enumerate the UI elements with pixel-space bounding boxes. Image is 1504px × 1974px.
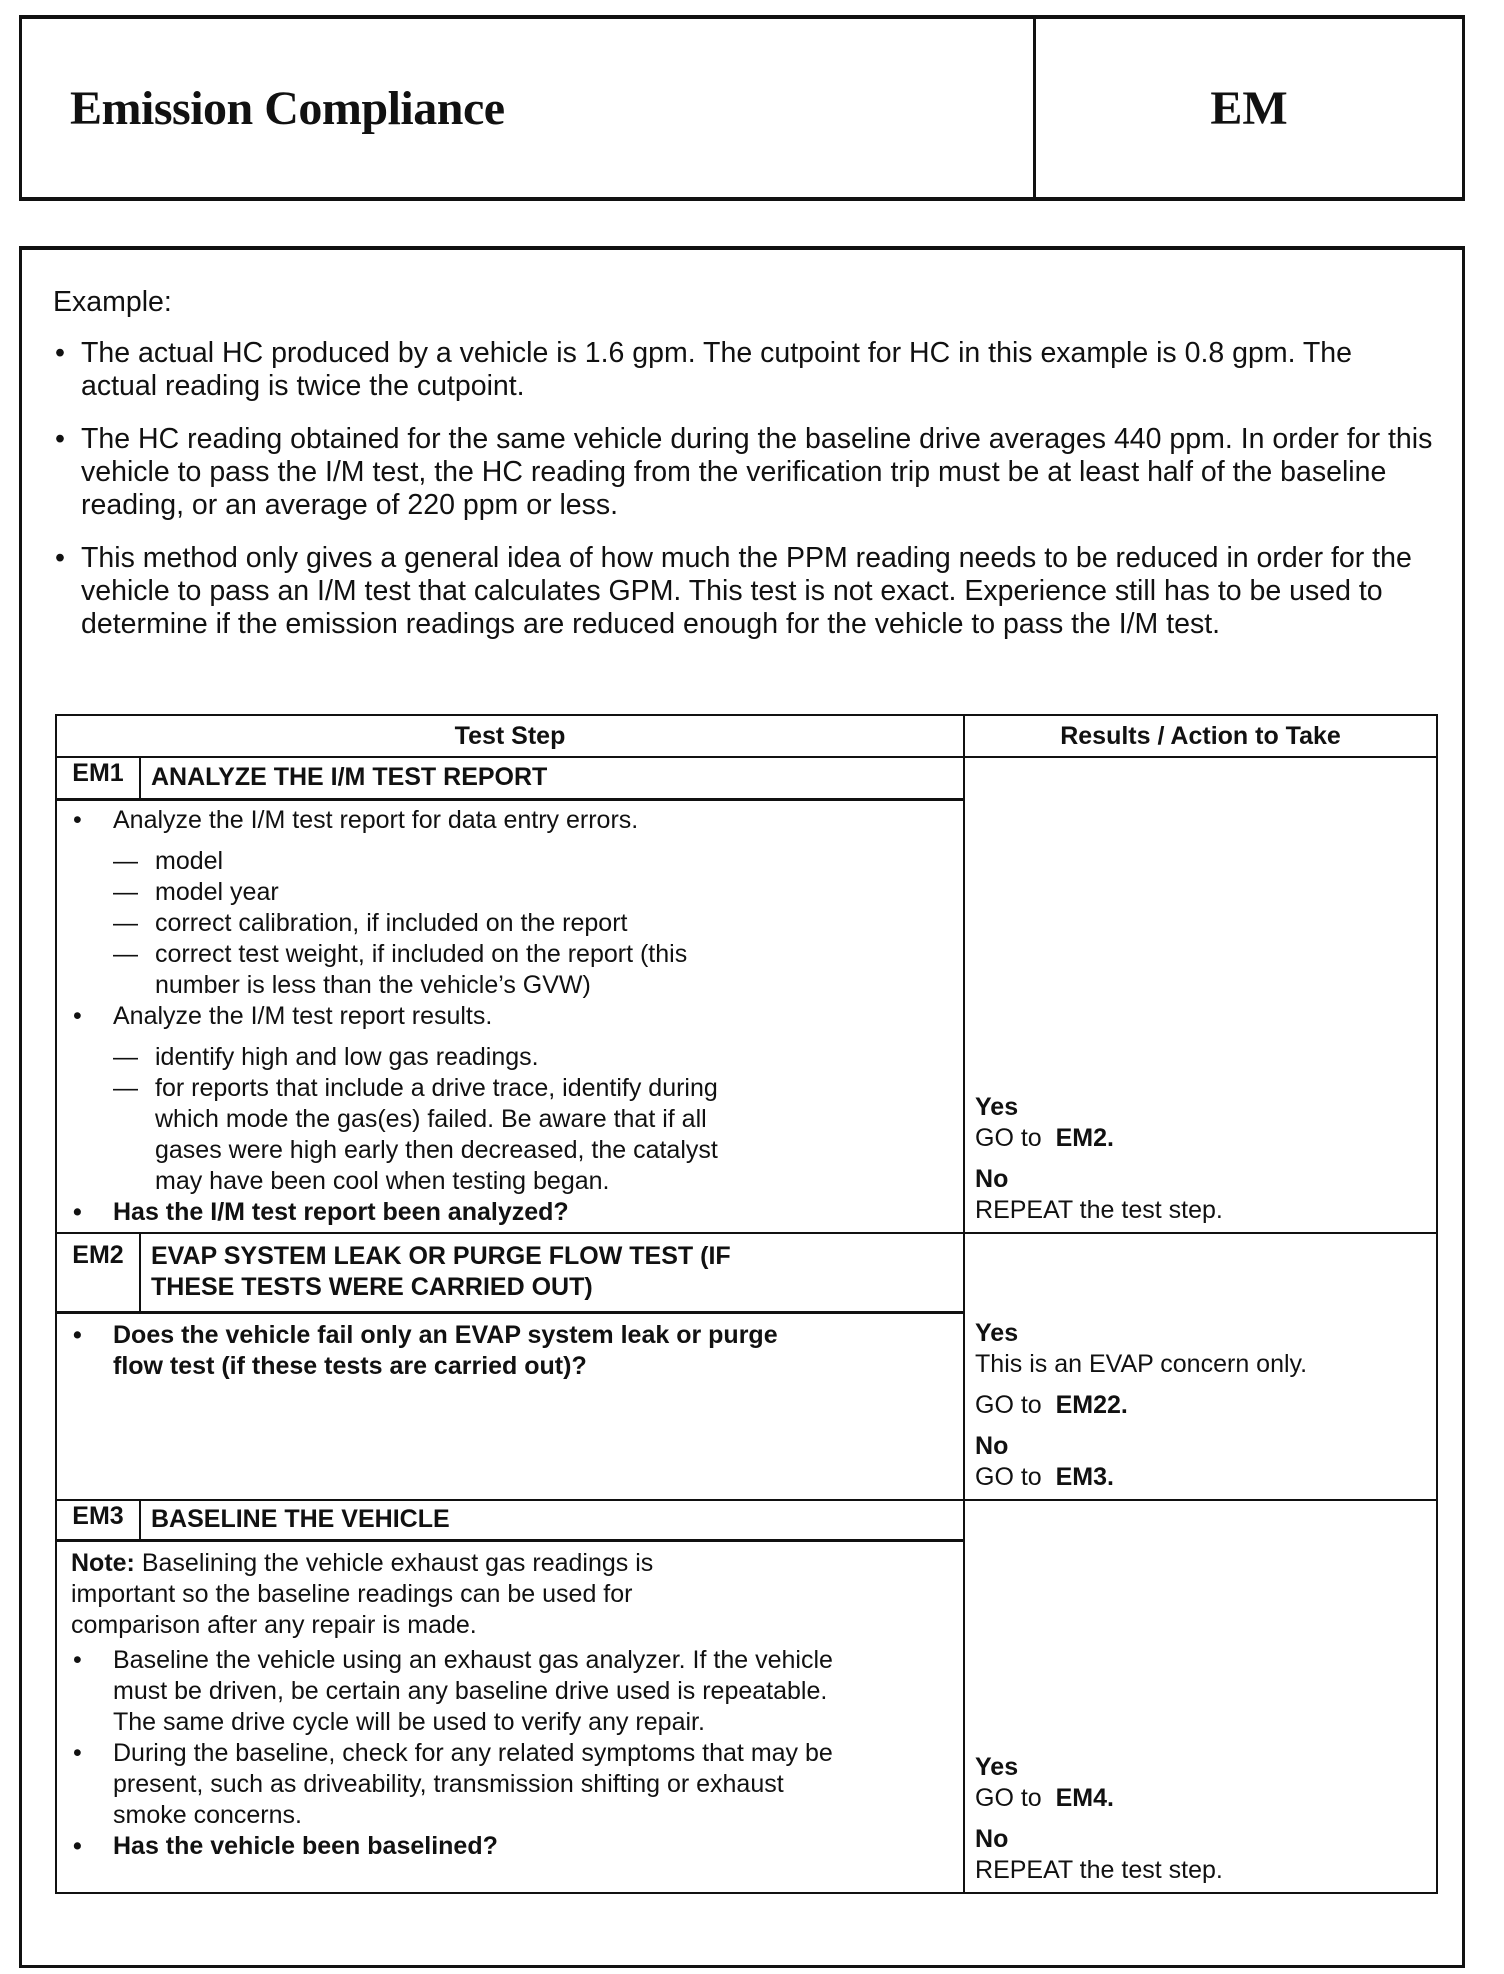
- step-subitem: — identify high and low gas readings.: [71, 1042, 953, 1073]
- section-code: EM: [1210, 81, 1288, 135]
- yes-action: [975, 1123, 1426, 1154]
- header-results: Results / Action to Take: [964, 715, 1437, 757]
- step-results: [964, 757, 1437, 1233]
- title-box: [19, 15, 1465, 201]
- no-action: REPEAT the test step.: [975, 1195, 1223, 1224]
- target-step-link: EM2.: [1055, 1123, 1114, 1152]
- example-bullet: • The actual HC produced by a vehicle is 1.6 gpm. The cutpoint for HC in this example is 0.8 gpm. The actual reading is twice the cutpoint.: [53, 337, 1433, 403]
- yes-label: Yes: [975, 1318, 1019, 1347]
- step-id: EM3: [56, 1500, 140, 1541]
- example-section: [53, 286, 1433, 661]
- step-title: EVAP SYSTEM LEAK OR PURGE FLOW TEST (IF THESE TESTS WERE CARRIED OUT): [140, 1233, 964, 1313]
- target-step-link: EM4.: [1055, 1783, 1114, 1812]
- action-text: GO to: [975, 1390, 1042, 1419]
- yes-action: [975, 1390, 1426, 1421]
- no-action: REPEAT the test step.: [975, 1855, 1223, 1884]
- no-action: [975, 1462, 1426, 1493]
- yes-note: This is an EVAP concern only.: [975, 1349, 1308, 1378]
- action-text: GO to: [975, 1783, 1042, 1812]
- step-results: [964, 1500, 1437, 1893]
- step-subitem: — for reports that include a drive trace, identify during which mode the gas(es) failed. Be aware that if all gases were high early then decreased, the catalyst may have been cool when testing began.: [71, 1073, 755, 1197]
- target-step-link: EM22.: [1055, 1390, 1128, 1419]
- step-subitem: — model year: [71, 877, 953, 908]
- note-label: Note:: [71, 1549, 135, 1577]
- step-subitem: — correct test weight, if included on the report (this number is less than the vehicle’s GVW): [71, 939, 715, 1001]
- header-test-step: Test Step: [56, 715, 964, 757]
- yes-label: Yes: [975, 1752, 1019, 1781]
- no-label: No: [975, 1164, 1009, 1193]
- step-bullet: • Analyze the I/M test report results.: [71, 1001, 953, 1032]
- step-title: BASELINE THE VEHICLE: [140, 1500, 964, 1541]
- no-label: No: [975, 1824, 1009, 1853]
- step-bullet: • During the baseline, check for any related symptoms that may be present, such as driveability, transmission shifting or exhaust smoke concerns.: [71, 1738, 853, 1831]
- step-question: • Has the I/M test report been analyzed?: [71, 1197, 953, 1228]
- action-text: GO to: [975, 1123, 1042, 1152]
- step-body: [56, 799, 964, 1233]
- note-text: Baselining the vehicle exhaust gas readings is important so the baseline readings can be used for comparison after any repair is made.: [71, 1549, 654, 1639]
- step-id: EM2: [56, 1233, 140, 1313]
- yes-action: [975, 1783, 1426, 1814]
- step-subitem: — correct calibration, if included on the report: [71, 908, 953, 939]
- target-step-link: EM3.: [1055, 1462, 1114, 1491]
- table-row: [56, 1500, 1437, 1541]
- test-step-table: [55, 714, 1438, 1894]
- step-title: ANALYZE THE I/M TEST REPORT: [140, 757, 964, 799]
- step-id: EM1: [56, 757, 140, 799]
- step-bullet: • Baseline the vehicle using an exhaust gas analyzer. If the vehicle must be driven, be certain any baseline drive used is repeatable. The same drive cycle will be used to verify any repair.: [71, 1645, 853, 1738]
- step-question: • Does the vehicle fail only an EVAP system leak or purge flow test (if these tests are carried out)?: [71, 1320, 813, 1382]
- page-title: Emission Compliance: [70, 81, 505, 135]
- example-bullet: • The HC reading obtained for the same vehicle during the baseline drive averages 440 ppm. In order for this vehicle to pass the I/M test, the HC reading from the verification trip must be at least half of the baseline reading, or an average of 220 ppm or less.: [53, 423, 1433, 522]
- step-question: • Has the vehicle been baselined?: [71, 1831, 953, 1862]
- step-note: [71, 1548, 751, 1641]
- table-row: [56, 757, 1437, 799]
- no-label: No: [975, 1431, 1009, 1460]
- step-subitem: — model: [71, 846, 953, 877]
- table-row: [56, 1233, 1437, 1313]
- example-bullet: • This method only gives a general idea of how much the PPM reading needs to be reduced in order for the vehicle to pass an I/M test that calculates GPM. This test is not exact. Experience still has to be used to determine if the emission readings are reduced enough for the vehicle to pass the I/M test.: [53, 542, 1433, 641]
- yes-label: Yes: [975, 1092, 1019, 1121]
- table-header-row: [56, 715, 1437, 757]
- step-body: [56, 1541, 964, 1893]
- content-box: [19, 246, 1465, 1968]
- step-body: [56, 1313, 964, 1500]
- example-label: Example:: [53, 286, 172, 318]
- step-bullet: • Analyze the I/M test report for data entry errors.: [71, 805, 953, 836]
- step-results: [964, 1233, 1437, 1500]
- action-text: GO to: [975, 1462, 1042, 1491]
